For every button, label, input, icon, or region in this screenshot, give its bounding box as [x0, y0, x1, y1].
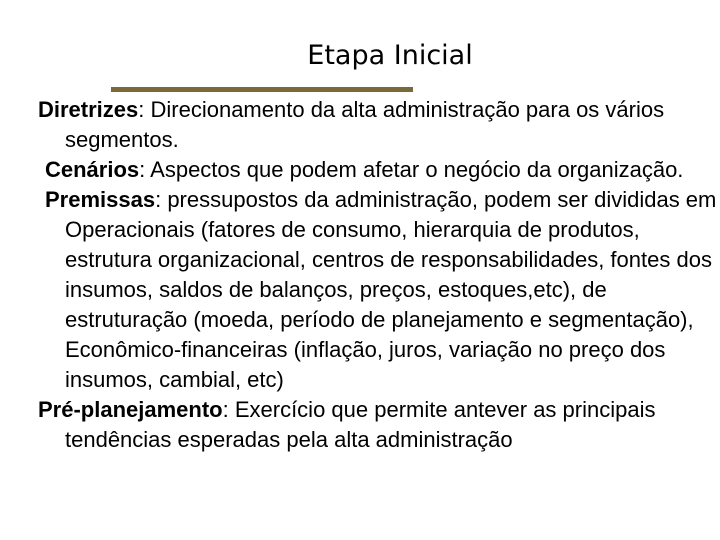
term-pre-planejamento: Pré-planejamento	[38, 397, 223, 422]
text-cenarios: : Aspectos que podem afetar o negócio da organização.	[139, 157, 684, 182]
text-premissas: : pressupostos da administração, podem ser divididas em Operacionais (fatores de consumo, hierarquia de produtos, estrutura organizacional, centros de responsabilidades, fontes dos insumos, saldos de balanços, preços, estoques,etc), de estruturação (moeda, período de planejamento e segmentação), Econômico-financeiras (inflação, juros, variação no preço dos insumos, cambial, etc)	[65, 187, 717, 392]
text-pre-planejamento: : Exercício que permite antever as principais tendências esperadas pela alta administração	[65, 397, 656, 452]
term-diretrizes: Diretrizes	[38, 97, 139, 122]
slide-body	[38, 95, 718, 455]
title-underline	[111, 87, 413, 92]
item-diretrizes	[38, 95, 718, 155]
item-premissas	[38, 185, 718, 395]
slide-title: Etapa Inicial	[307, 40, 473, 71]
term-cenarios: Cenários	[45, 157, 140, 182]
text-diretrizes: : Direcionamento da alta administração para os vários segmentos.	[65, 97, 665, 152]
item-cenarios	[38, 155, 718, 185]
item-pre-planejamento	[38, 395, 718, 455]
term-premissas: Premissas	[45, 187, 156, 212]
